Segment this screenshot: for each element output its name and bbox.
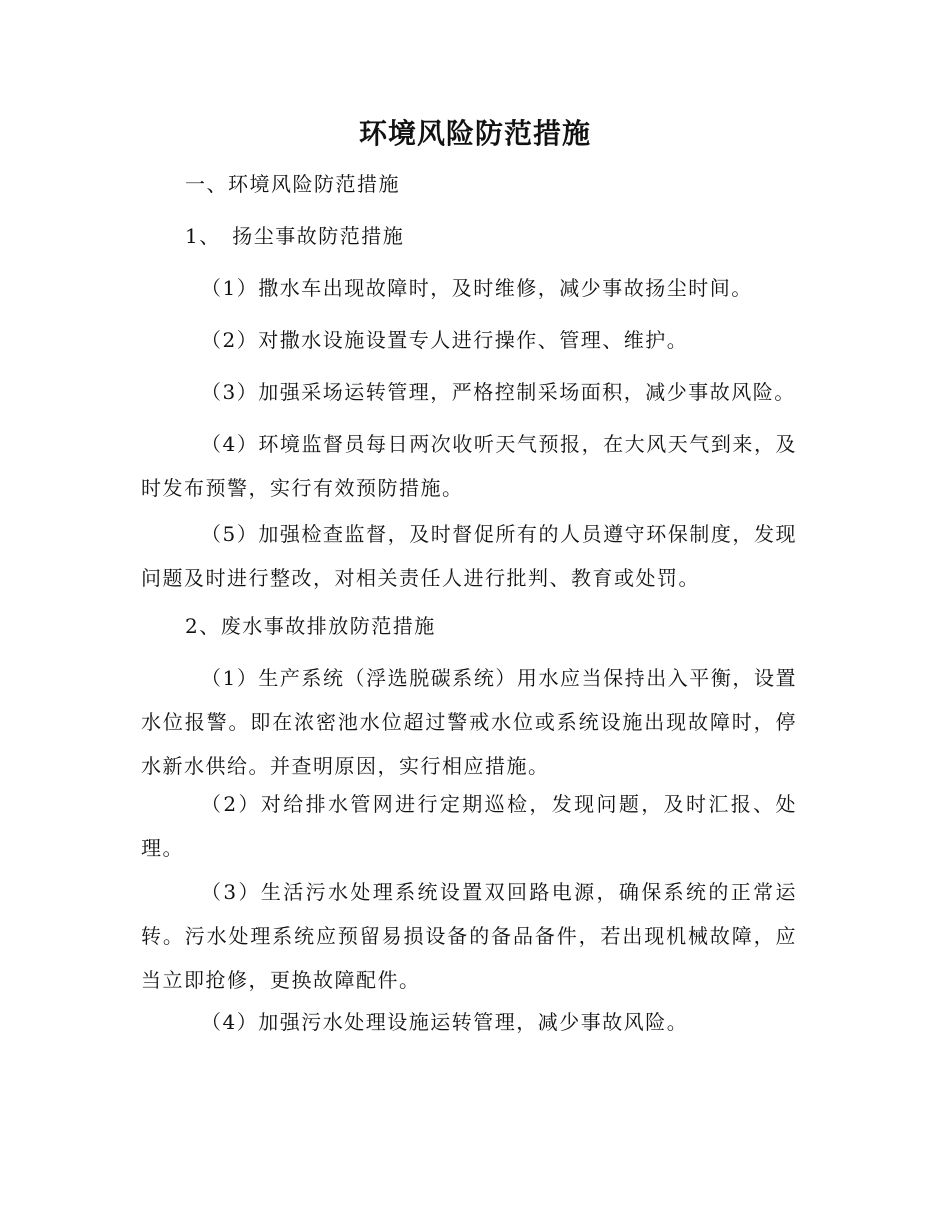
section-1-heading: 1、 扬尘事故防范措施 <box>185 224 405 248</box>
section-2-item-3: （3）生活污水处理系统设置双回路电源，确保系统的正常运转。污水处理系统应预留易损设备的备品备件，若出现机械故障，应当立即抢修，更换故障配件。 <box>141 880 797 992</box>
section-1-item-3: （3）加强采场运转管理，严格控制采场面积，减少事故风险。 <box>201 380 796 404</box>
section-1-item-1: （1）撒水车出现故障时，及时维修，减少事故扬尘时间。 <box>201 276 753 300</box>
section-2-item-4: （4）加强污水处理设施运转管理，减少事故风险。 <box>201 1010 689 1034</box>
section-1-item-4: （4）环境监督员每日两次收听天气预报，在大风天气到来，及时发布预警，实行有效预防措施。 <box>141 432 797 500</box>
document-title: 环境风险防范措施 <box>358 117 591 150</box>
section-1-item-2: （2）对撒水设施设置专人进行操作、管理、维护。 <box>201 328 689 352</box>
section-2-heading: 2、废水事故排放防范措施 <box>185 614 436 638</box>
heading-level-1: 一、环境风险防范措施 <box>185 172 400 196</box>
section-2-item-1: （1）生产系统（浮选脱碳系统）用水应当保持出入平衡，设置水位报警。即在浓密池水位超过警戒水位或系统设施出现故障时，停水新水供给。并查明原因，实行相应措施。 <box>141 666 797 778</box>
section-1-item-5: （5）加强检查监督，及时督促所有的人员遵守环保制度，发现问题及时进行整改，对相关责任人进行批判、教育或处罚。 <box>141 522 797 590</box>
section-2-item-2: （2）对给排水管网进行定期巡检，发现问题，及时汇报、处理。 <box>141 792 797 860</box>
